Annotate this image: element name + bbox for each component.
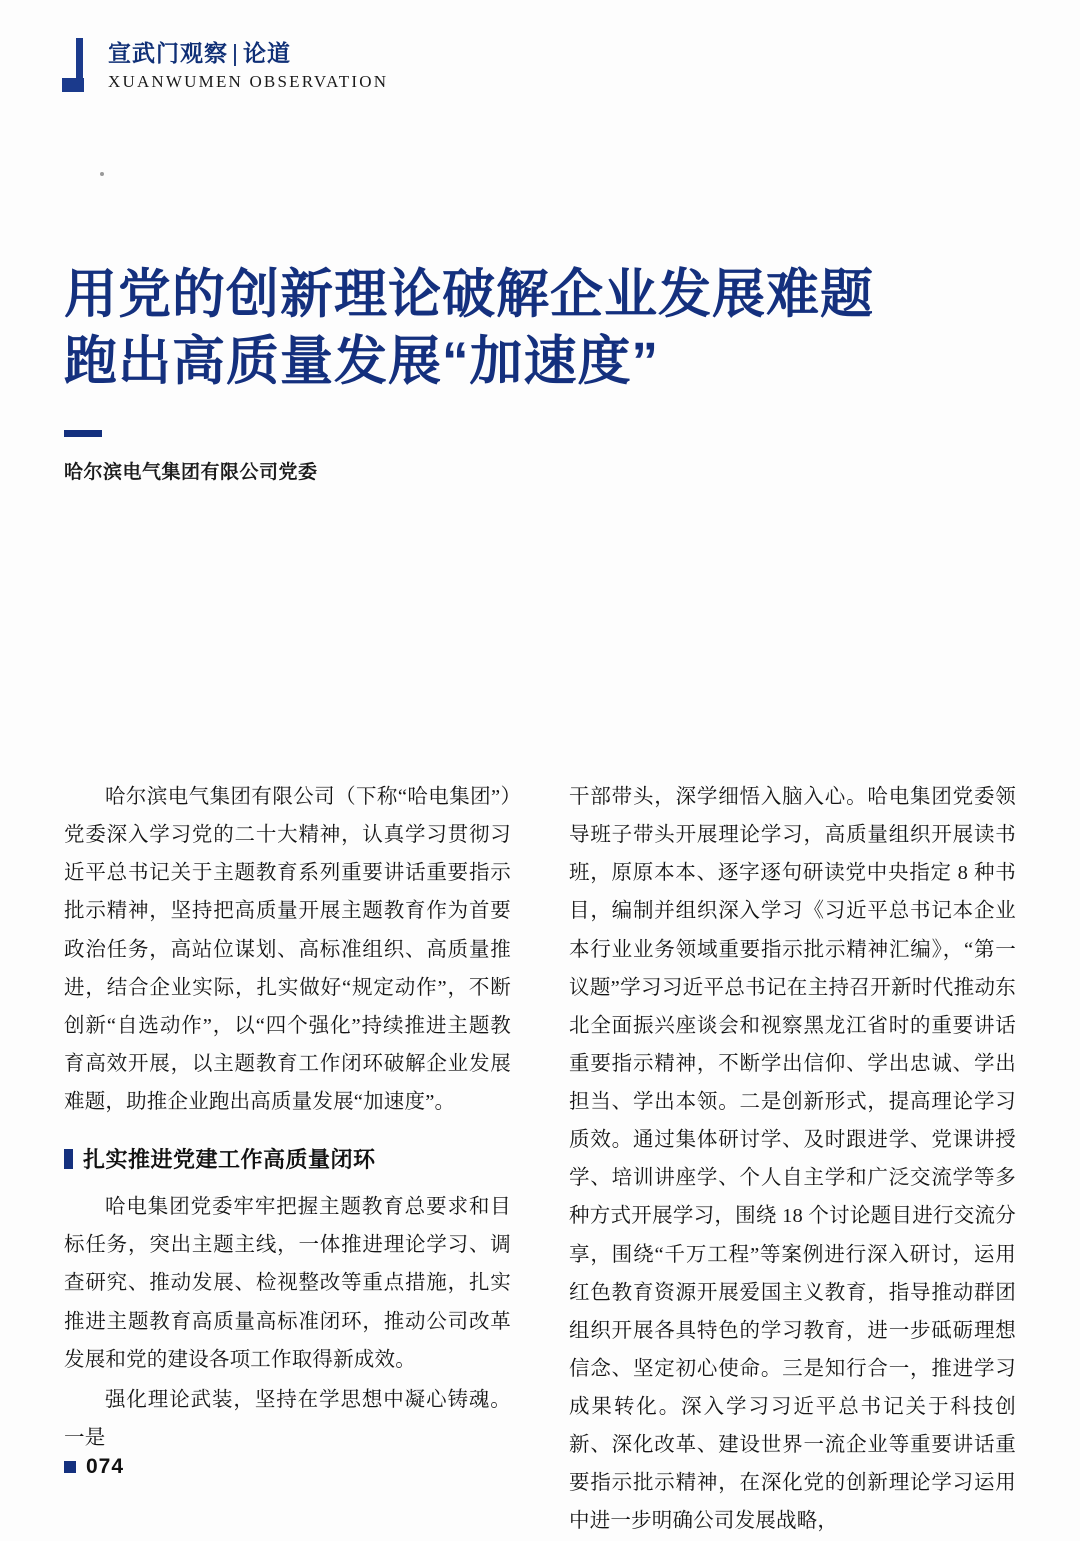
registration-dot: [100, 172, 104, 176]
article-title-block: [64, 262, 1014, 484]
right-column: [569, 778, 1016, 1543]
masthead-separator: |: [232, 40, 239, 66]
masthead-logo-icon: [62, 38, 96, 96]
section-marker-icon: [64, 1149, 73, 1169]
article-title-line-1: 用党的创新理论破解企业发展难题: [64, 265, 874, 324]
title-divider: [64, 430, 102, 437]
article-body: [64, 778, 1016, 1543]
masthead-title-cn-left: 宣武门观察: [108, 40, 228, 66]
page-number: 074: [86, 1455, 125, 1478]
section-heading: [64, 1143, 511, 1174]
paragraph: 哈电集团党委牢牢把握主题教育总要求和目标任务，突出主题主线，一体推进理论学习、调查研究、推动发展、检视整改等重点措施，扎实推进主题教育高质量高标准闭环，推动公司改革发展和党的建设各项工作取得新成效。: [64, 1196, 511, 1371]
page-footer: [64, 1455, 124, 1479]
masthead-text: [108, 38, 388, 92]
paragraph: 强化理论武装，坚持在学思想中凝心铸魂。一是: [64, 1388, 511, 1449]
article-byline: 哈尔滨电气集团有限公司党委: [64, 461, 318, 483]
article-title-line-2: 跑出高质量发展“加速度”: [64, 331, 659, 391]
masthead-title-cn-right: 论道: [242, 40, 291, 66]
masthead-title-en: XUANWUMEN OBSERVATION: [108, 72, 389, 92]
section-heading-label: 扎实推进党建工作高质量闭环: [83, 1147, 376, 1173]
paragraph: 干部带头，深学细悟入脑入心。哈电集团党委领导班子带头开展理论学习，高质量组织开展读书班，原原本本、逐字逐句研读党中央指定 8 种书目，编制并组织深入学习《习近平总书记本企业本行业业务领域重要指示批示精神汇编》，“第一议题”学习习近平总书记在主持召开新时代推动东北全面振兴座谈会和视察黑龙江省时的重要讲话重要指示精神，不断学出信仰、学出忠诚、学出担当、学出本领。二是创新形式，提高理论学习质效。通过集体研讨学、及时跟进学、党课讲授学、培训讲座学、个人自主学和广泛交流学等多种方式开展学习，围绕 18 个讨论题目进行交流分享，围绕“千万工程”等案例进行深入研讨，运用红色教育资源开展爱国主义教育，指导推动群团组织开展各具特色的学习教育，进一步砥砺理想信念、坚定初心使命。三是知行合一，推进学习成果转化。深入学习习近平总书记关于科技创新、深化改革、建设世界一流企业等重要讲话重要指示批示精神，在深化党的创新理论学习运用中进一步明确公司发展战略，: [569, 786, 1016, 1533]
left-column: [64, 778, 511, 1543]
masthead: [62, 38, 388, 96]
masthead-title-cn: [108, 40, 388, 66]
paragraph: 哈尔滨电气集团有限公司（下称“哈电集团”）党委深入学习党的二十大精神，认真学习贯彻习近平总书记关于主题教育系列重要讲话重要指示批示精神，坚持把高质量开展主题教育作为首要政治任务，高站位谋划、高标准组织、高质量推进，结合企业实际，扎实做好“规定动作”，不断创新“自选动作”，以“四个强化”持续推进主题教育高效开展，以主题教育工作闭环破解企业发展难题，助推企业跑出高质量发展“加速度”。: [64, 786, 511, 1113]
footer-square-icon: [64, 1461, 76, 1473]
